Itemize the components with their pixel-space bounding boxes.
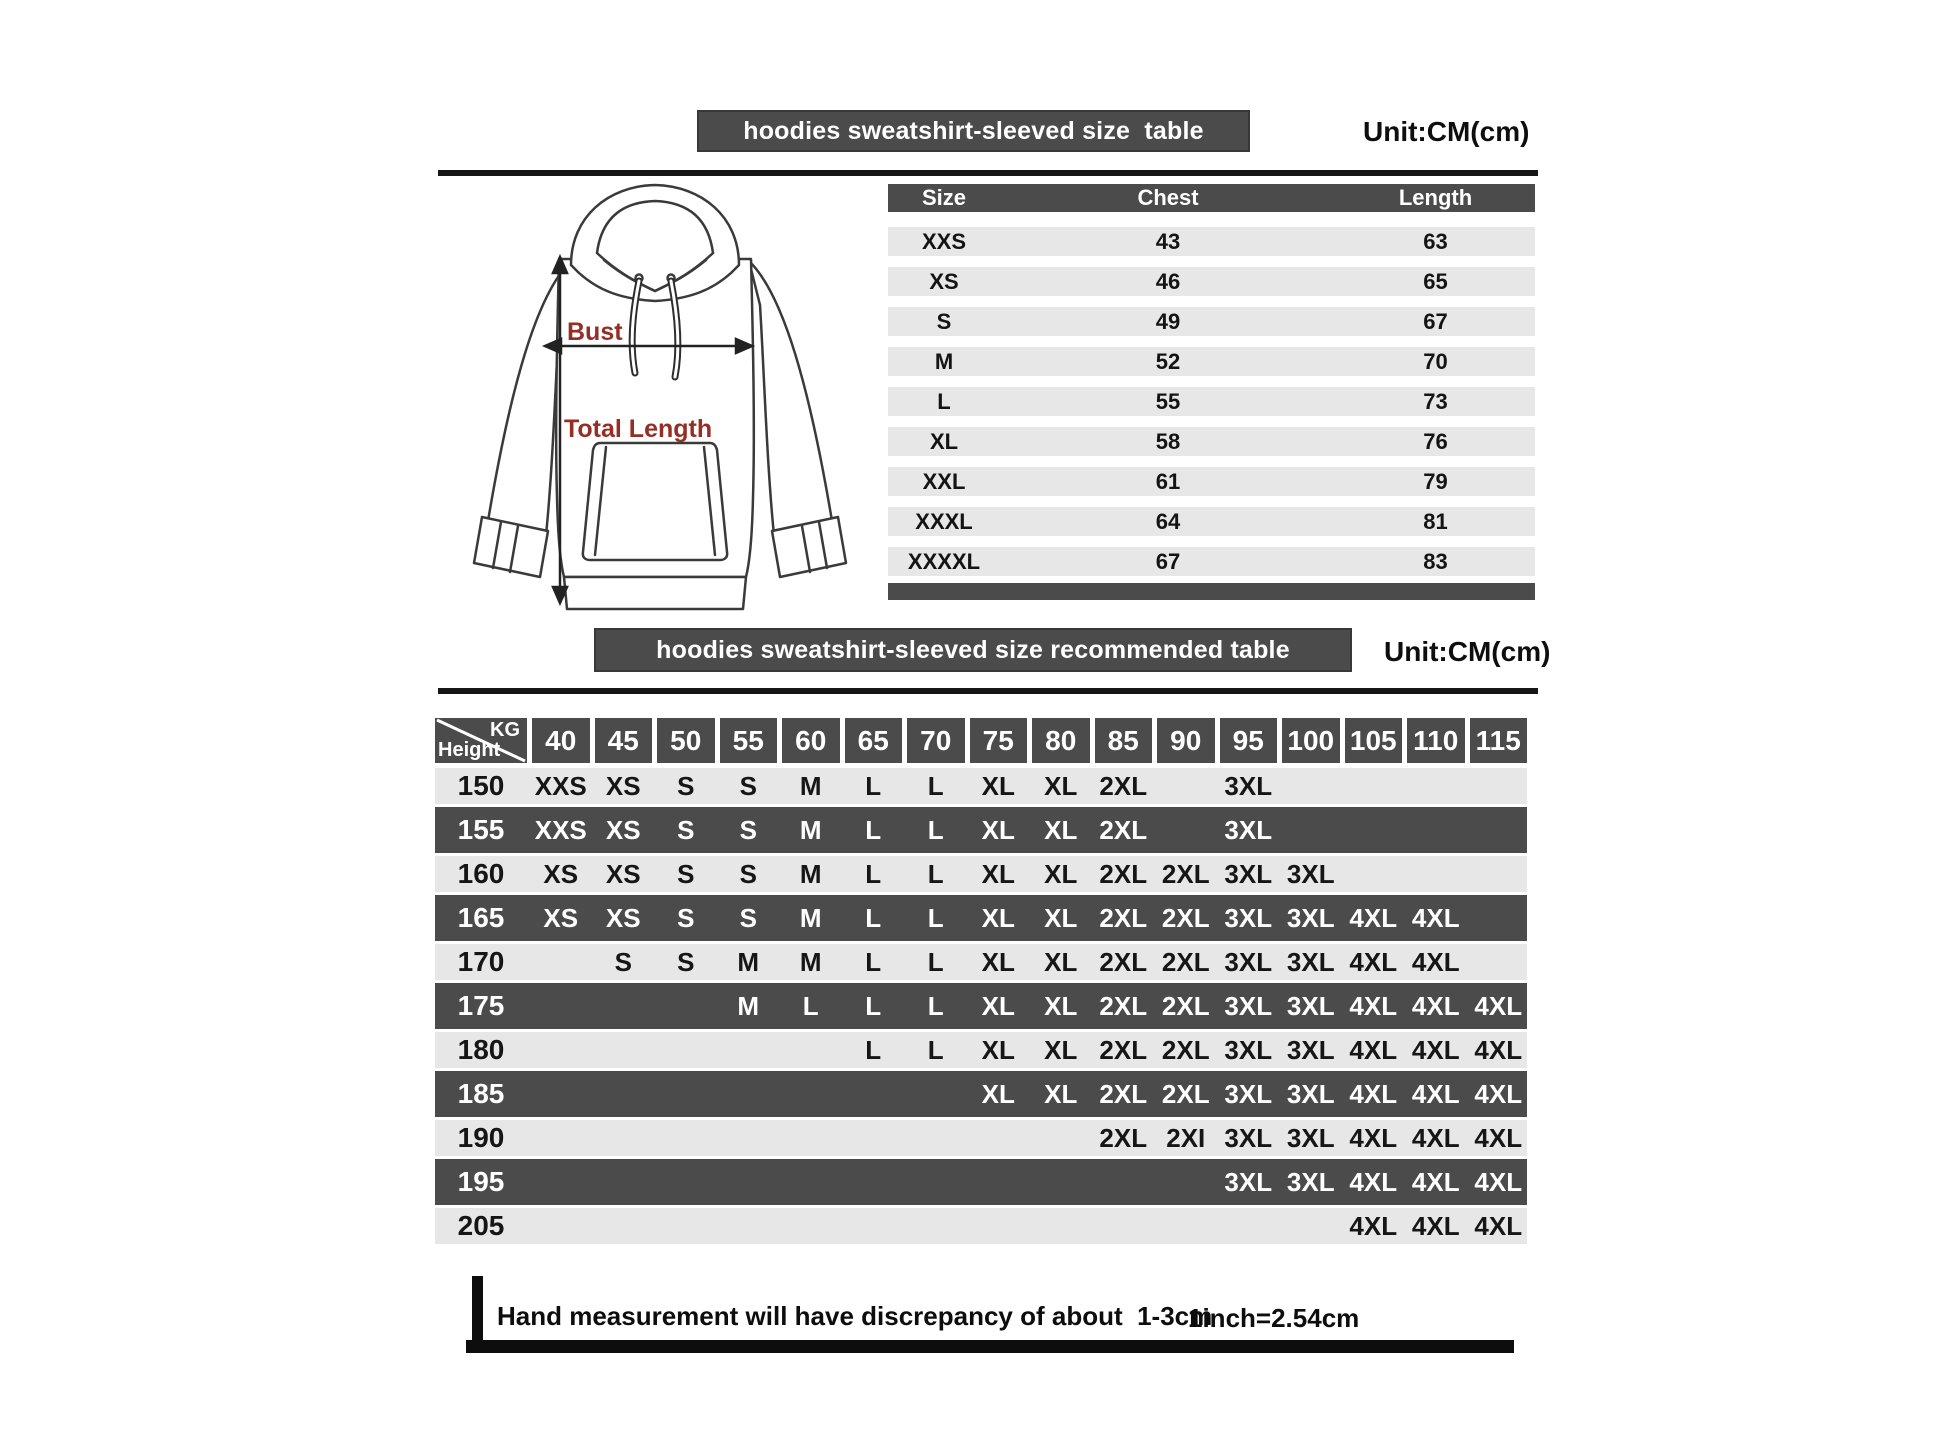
size-cell: M [799,946,822,977]
size-table-cell: 52 [1155,348,1181,374]
size-cell: 3XL [1224,770,1273,801]
size-table-col-header: Chest [1137,185,1199,210]
size-cell: 3XL [1224,902,1273,933]
weight-header-cell: 70 [907,718,965,763]
size-cell: L [865,902,882,933]
size-table-row [888,267,1535,296]
size-cell: XL [981,902,1015,933]
size-cell: M [737,946,760,977]
size-table-cell: 70 [1423,348,1448,374]
total-length-label: Total Length [564,415,713,443]
unit-label-1: Unit:CM(cm) [1363,116,1530,147]
size-cell: L [865,946,882,977]
size-cell: 4XL [1349,990,1398,1021]
size-table-cell: XXL [922,468,966,494]
size-cell: 4XL [1474,1210,1523,1241]
size-cell: XL [981,770,1015,801]
size-table-cell: 76 [1423,428,1448,454]
size-cell: 4XL [1349,946,1398,977]
size-cell: L [927,770,944,801]
size-cell: S [677,770,695,801]
size-cell: XL [981,990,1015,1021]
hem-band [564,577,746,609]
height-label: 190 [457,1122,505,1153]
weight-header-cell: 105 [1345,718,1403,763]
bottom-rule [466,1340,1514,1353]
size-cell: 4XL [1411,1034,1460,1065]
size-cell: L [927,858,944,889]
size-table-cell: 65 [1423,268,1448,294]
size-cell: M [799,814,822,845]
size-cell: 4XL [1349,1166,1398,1197]
weight-header-cell: 110 [1407,718,1465,763]
recommend-row-190 [435,1120,1527,1156]
weight-header-cell: 55 [720,718,778,763]
height-label: 205 [457,1210,505,1241]
weight-header-cell: 115 [1470,718,1528,763]
size-cell: L [927,902,944,933]
size-cell: XL [981,1078,1015,1109]
size-cell: 3XL [1224,1166,1273,1197]
weight-header-cell: 60 [782,718,840,763]
size-cell: 3XL [1286,1166,1335,1197]
size-cell: 3XL [1224,858,1273,889]
size-cell: 3XL [1224,1122,1273,1153]
size-cell: XS [543,858,579,889]
size-cell: XS [605,770,641,801]
size-table-row [888,387,1535,416]
size-table-cell: 79 [1423,468,1448,494]
size-table-row [888,547,1535,576]
size-cell: S [739,814,757,845]
size-cell: 2XL [1099,1034,1148,1065]
size-cell: XS [543,902,579,933]
weight-header-cell: 95 [1220,718,1278,763]
weight-header-cell: 40 [532,718,590,763]
size-table-cell: 67 [1423,308,1448,334]
size-cell: S [677,814,695,845]
corner-height-label: Height [438,739,501,761]
size-table-header [888,184,1535,212]
recommend-table-body [435,768,1527,1244]
recommend-row-195 [435,1159,1527,1205]
height-label: 165 [457,902,505,933]
size-cell: 4XL [1474,1166,1523,1197]
inch-conversion: 1inch=2.54cm [1188,1303,1360,1333]
size-cell: XL [1044,858,1078,889]
height-label: 155 [457,814,505,845]
size-cell: 4XL [1349,902,1398,933]
size-table-cell: 49 [1155,308,1181,334]
size-cell: M [799,770,822,801]
size-table-row [888,507,1535,536]
size-cell: L [865,858,882,889]
size-cell: 4XL [1474,1078,1523,1109]
size-cell: S [677,946,695,977]
measurement-note: Hand measurement will have discrepancy of about 1-3cm [497,1301,1213,1331]
size-cell: 2XI [1166,1122,1206,1153]
size-cell: S [739,902,757,933]
recommend-row-205 [435,1208,1527,1244]
size-cell: 2XL [1099,902,1148,933]
size-table-cell: XXXXL [907,548,981,574]
size-cell: 3XL [1286,902,1335,933]
size-table-row [888,227,1535,256]
size-table-cell: XS [929,268,959,294]
size-cell: XL [1044,990,1078,1021]
bust-label: Bust [567,318,623,346]
size-table-cell: 61 [1155,468,1181,494]
size-cell: M [737,990,760,1021]
size-cell: XL [981,1034,1015,1065]
table2-title: hoodies sweatshirt-sleeved size recommended table [656,635,1290,664]
recommend-row-155 [435,807,1527,853]
height-label: 170 [457,946,505,977]
size-cell: L [927,1034,944,1065]
size-table-cell: 43 [1155,228,1181,254]
size-cell: L [802,990,819,1021]
size-cell: 4XL [1349,1078,1398,1109]
size-cell: 2XL [1099,814,1148,845]
size-cell: 2XL [1161,1078,1210,1109]
size-cell: L [865,1034,882,1065]
note-left-bar [472,1276,483,1342]
hood [571,185,739,301]
size-cell: L [865,770,882,801]
size-cell: XL [1044,1078,1078,1109]
height-label: 150 [457,770,505,801]
size-cell: S [739,770,757,801]
recommend-row-175 [435,983,1527,1029]
size-cell: 4XL [1349,1034,1398,1065]
size-cell: 3XL [1224,814,1273,845]
height-label: 175 [457,990,505,1021]
size-cell: 3XL [1286,946,1335,977]
recommend-row-160 [435,856,1527,892]
size-cell: 3XL [1224,990,1273,1021]
size-cell: 4XL [1411,902,1460,933]
hoodie-measurement-diagram [450,175,870,640]
size-cell: 4XL [1349,1122,1398,1153]
size-cell: 2XL [1099,990,1148,1021]
size-cell: XL [1044,770,1078,801]
recommend-row-170 [435,944,1527,980]
size-table-cell: XL [929,428,959,454]
size-cell: 3XL [1224,1034,1273,1065]
size-table-cell: 55 [1155,388,1181,414]
size-cell: XS [605,902,641,933]
height-label: 195 [457,1166,505,1197]
size-table-cell: S [936,308,952,334]
size-cell: XL [1044,814,1078,845]
height-label: 160 [457,858,505,889]
size-cell: 2XL [1161,990,1210,1021]
size-table-cell: 73 [1423,388,1448,414]
size-table-bottom-bar [888,583,1535,600]
size-cell: 4XL [1349,1210,1398,1241]
weight-header-cell: 65 [845,718,903,763]
size-cell: 4XL [1474,1034,1523,1065]
size-cell: XL [981,814,1015,845]
size-cell: M [799,858,822,889]
corner-cell [435,718,527,763]
size-cell: 3XL [1286,1078,1335,1109]
table1-title-bar [697,110,1250,152]
size-cell: XL [981,946,1015,977]
size-cell: 3XL [1286,1122,1335,1153]
recommend-row-185 [435,1071,1527,1117]
recommend-table [435,718,1527,1244]
size-cell: S [614,946,632,977]
size-cell: 3XL [1286,858,1335,889]
weight-header-cell: 100 [1282,718,1340,763]
size-cell: 3XL [1286,990,1335,1021]
size-cell: XS [605,858,641,889]
recommend-table-header [435,718,1527,763]
weight-header-cell: 90 [1157,718,1215,763]
size-cell: 2XL [1161,946,1210,977]
size-cell: 4XL [1474,990,1523,1021]
size-cell: L [865,990,882,1021]
size-cell: 2XL [1161,1034,1210,1065]
height-label: 185 [457,1078,505,1109]
size-table-cell: 46 [1155,268,1181,294]
weight-header-cell: 85 [1095,718,1153,763]
size-cell: S [739,858,757,889]
corner-kg-label: KG [490,719,520,741]
size-cell: 4XL [1474,1122,1523,1153]
size-cell: 4XL [1411,990,1460,1021]
size-table-cell: 83 [1423,548,1448,574]
size-cell: 4XL [1411,946,1460,977]
unit-label-2: Unit:CM(cm) [1384,636,1551,667]
size-cell: XL [1044,1034,1078,1065]
right-sleeve [749,261,832,535]
size-cell: 2XL [1099,946,1148,977]
size-cell: L [865,814,882,845]
size-table-cell: 81 [1423,508,1448,534]
weight-header-cell: 75 [970,718,1028,763]
recommend-row-165 [435,895,1527,941]
size-table-row [888,427,1535,456]
size-table-col-header: Size [921,185,967,210]
height-label: 180 [457,1034,505,1065]
size-cell: 2XL [1099,1122,1148,1153]
size-cell: 2XL [1161,902,1210,933]
size-cell: XL [1044,946,1078,977]
size-table-cell: 64 [1155,508,1181,534]
size-table-row [888,347,1535,376]
weight-header-cell: 80 [1032,718,1090,763]
size-cell: 4XL [1411,1122,1460,1153]
size-table-cell: M [934,348,954,374]
weight-header-cell: 50 [657,718,715,763]
size-table-col-header: Length [1398,185,1473,210]
size-cell: M [799,902,822,933]
size-cell: 2XL [1099,770,1148,801]
size-table-cell: 58 [1155,428,1181,454]
size-cell: XXS [534,814,587,845]
size-table-cell: L [937,388,951,414]
size-cell: 2XL [1099,858,1148,889]
size-table-cell: XXXL [915,508,973,534]
size-cell: L [927,814,944,845]
size-table-body [888,227,1535,576]
size-cell: S [677,902,695,933]
size-cell: 3XL [1224,1078,1273,1109]
size-cell: XXS [534,770,587,801]
size-cell: 3XL [1224,946,1273,977]
size-table-row [888,467,1535,496]
divider-rule-2 [438,688,1538,694]
weight-header-cell: 45 [595,718,653,763]
size-table-cell: 67 [1155,548,1181,574]
size-cell: 3XL [1286,1034,1335,1065]
size-cell: 4XL [1411,1210,1460,1241]
size-table-cell: 63 [1423,228,1448,254]
size-cell: L [927,946,944,977]
size-cell: XL [1044,902,1078,933]
size-table-cell: XXS [921,228,967,254]
recommend-row-180 [435,1032,1527,1068]
table2-title-bar [594,628,1352,672]
size-cell: 2XL [1161,858,1210,889]
size-cell: S [677,858,695,889]
size-cell: XS [605,814,641,845]
size-cell: 2XL [1099,1078,1148,1109]
table1-title: hoodies sweatshirt-sleeved size table [743,116,1204,145]
recommend-row-150 [435,768,1527,804]
size-cell: 4XL [1411,1166,1460,1197]
size-cell: XL [981,858,1015,889]
size-cell: 4XL [1411,1078,1460,1109]
size-table-row [888,307,1535,336]
size-table [888,184,1535,600]
size-cell: L [927,990,944,1021]
